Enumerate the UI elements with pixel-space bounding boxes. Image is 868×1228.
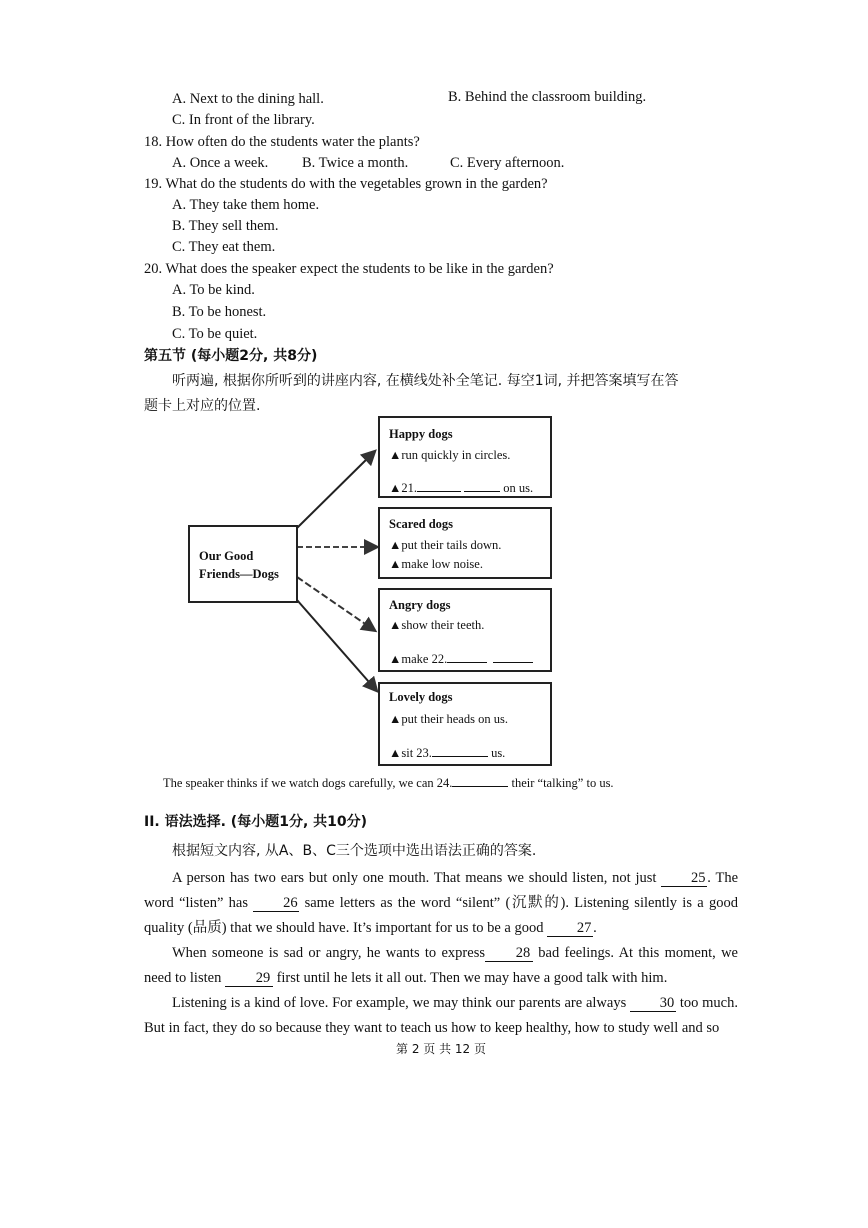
section2-heading: II. 语法选择. (每小题1分, 共10分) (144, 814, 368, 830)
blank-23-line[interactable] (432, 744, 488, 757)
section2-instruction: 根据短文内容, 从A、B、C三个选项中选出语法正确的答案. (172, 843, 537, 859)
q17-option-b: B. Behind the classroom building. (448, 89, 647, 105)
blank-22-label: ▲make 22. (389, 652, 448, 666)
passage-text: too much. But in fact, they do so because they want to teach us how to keep healthy, how to study well and so (144, 995, 738, 1036)
blank-21-line1[interactable] (417, 479, 461, 492)
passage-text: bad feelings. At this moment, we need to listen (144, 945, 738, 986)
box-title: Happy dogs (389, 427, 453, 441)
blank-21-label: ▲21. (389, 481, 417, 495)
q18-option-a: A. Once a week. (172, 155, 269, 171)
box-line1: ▲put their tails down. (389, 538, 502, 552)
box-line1: ▲show their teeth. (389, 618, 485, 632)
passage-text: A person has two ears but only one mouth. That means we should listen, not just (172, 870, 662, 886)
section5-instruction-line1: 听两遍, 根据你所听到的讲座内容, 在横线处补全笔记. 每空1词, 并把答案填写在答 (172, 373, 679, 389)
q18-option-c: C. Every afternoon. (450, 155, 565, 171)
passage-text: first until he lets it all out. Then we may have a good talk with him. (272, 970, 668, 986)
blank-23-label: ▲sit 23. (389, 746, 432, 760)
blank-23-row (389, 744, 505, 761)
diagram-center-box (188, 525, 298, 603)
blank-24-line[interactable] (452, 774, 508, 787)
passage-text: same letters as the word “silent” (沉默的). Listening silently is a good quality (品质) that we should have. It’s important for us to be a good (144, 895, 738, 936)
blank-22-line2[interactable] (493, 650, 533, 663)
q19-option-c: C. They eat them. (172, 239, 276, 255)
blank-21-line2[interactable] (464, 479, 500, 492)
box-angry-dogs (378, 588, 552, 672)
center-line1: Our Good (199, 549, 254, 563)
blank-22-row (389, 650, 533, 667)
blank-26[interactable]: 26 (253, 895, 299, 912)
connector-happy (297, 452, 374, 528)
box-happy-dogs (378, 416, 552, 498)
box-line1: ▲run quickly in circles. (389, 448, 511, 462)
box-line2: ▲make low noise. (389, 557, 483, 571)
blank-22-line1[interactable] (447, 650, 487, 663)
connector-angry (297, 577, 374, 630)
speaker-pre: The speaker thinks if we watch dogs carefully, we can 24. (163, 776, 453, 790)
q17-option-a: A. Next to the dining hall. (172, 91, 324, 107)
blank-27[interactable]: 27 (547, 920, 593, 937)
speaker-sentence (163, 774, 614, 791)
connector-lovely (297, 600, 376, 690)
box-title: Scared dogs (389, 517, 454, 531)
q19-option-b: B. They sell them. (172, 218, 279, 234)
blank-21-suffix: on us. (503, 481, 534, 495)
center-line2: Friends—Dogs (199, 567, 279, 581)
blank-23-suffix: us. (491, 746, 506, 760)
passage-text: . (593, 920, 597, 936)
box-title: Lovely dogs (389, 690, 453, 704)
q17-option-c: C. In front of the library. (172, 112, 315, 128)
section5-instruction-line2: 题卡上对应的位置. (144, 398, 261, 414)
page-footer: 第 2 页 共 12 页 (396, 1042, 486, 1056)
q18-option-b: B. Twice a month. (302, 155, 409, 171)
section5-heading: 第五节 (每小题2分, 共8分) (144, 348, 318, 364)
box-lovely-dogs (378, 682, 552, 766)
box-scared-dogs (378, 507, 552, 579)
passage-text: When someone is sad or angry, he wants to express (172, 945, 485, 961)
q20-option-a: A. To be kind. (172, 282, 255, 298)
box-line1: ▲put their heads on us. (389, 712, 508, 726)
q18-question: 18. How often do the students water the plants? (144, 134, 420, 150)
blank-30[interactable]: 30 (630, 995, 676, 1012)
q19-question: 19. What do the students do with the vegetables grown in the garden? (144, 176, 548, 192)
blank-29[interactable]: 29 (225, 970, 273, 987)
q19-option-a: A. They take them home. (172, 197, 320, 213)
passage-paragraph-1 (144, 866, 738, 941)
blank-21-row (389, 479, 533, 496)
box-title: Angry dogs (389, 598, 451, 612)
passage-text: . The word “listen” has (144, 870, 739, 911)
passage-text: Listening is a kind of love. For example, we may think our parents are always (172, 995, 631, 1011)
passage-paragraph-3 (144, 991, 738, 1041)
q20-option-b: B. To be honest. (172, 304, 267, 320)
passage-paragraph-2 (144, 941, 738, 991)
blank-25[interactable]: 25 (661, 870, 707, 887)
speaker-post: their “talking” to us. (511, 776, 614, 790)
q20-question: 20. What does the speaker expect the students to be like in the garden? (144, 261, 554, 277)
blank-28[interactable]: 28 (485, 945, 533, 962)
q20-option-c: C. To be quiet. (172, 326, 258, 342)
